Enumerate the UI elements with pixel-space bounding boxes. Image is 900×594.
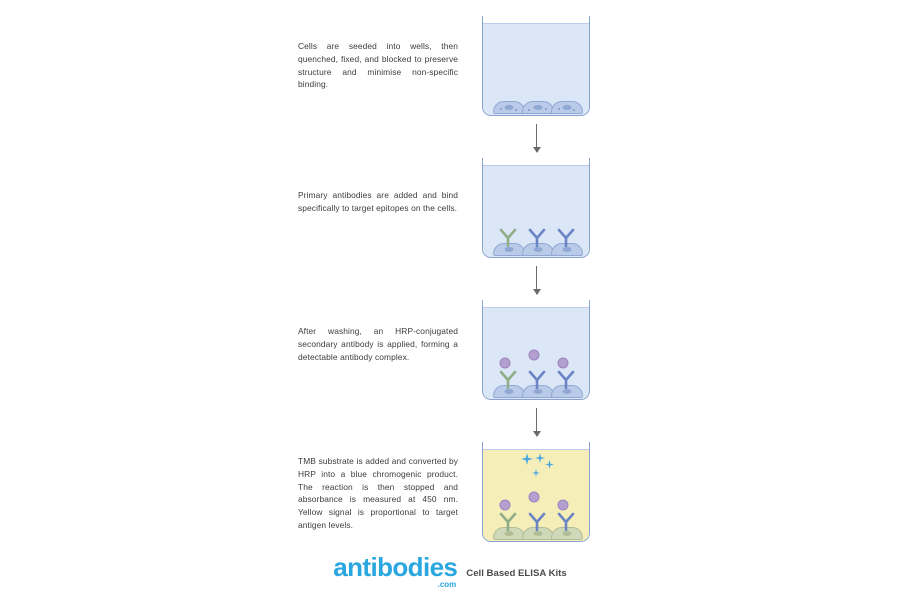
step-4-description: TMB substrate is added and converted by HRP into a blue chromogenic product. The reaction is then stopped and absorbance is measured at 450 nm. Yellow signal is proportional to target antigen levels. (298, 456, 458, 530)
step-1-description: Cells are seeded into wells, then quenched, fixed, and blocked to preserve structure and minimise non-specific binding. (298, 41, 458, 90)
secondary-antibody-hrp (528, 491, 540, 503)
cell (493, 101, 525, 114)
step-3-well (482, 300, 590, 400)
step-1-well (482, 16, 590, 116)
cell (522, 101, 554, 114)
cell-dot (515, 109, 517, 111)
cell-dot (558, 108, 560, 110)
primary-antibody (526, 511, 548, 531)
cell-nucleus (505, 531, 514, 536)
well-rim (483, 442, 589, 450)
brand-name: antibodies (333, 552, 458, 582)
primary-antibody (497, 369, 519, 389)
brand-suffix: .com (437, 580, 457, 589)
cell-nucleus (505, 247, 514, 252)
cell-dot (573, 109, 575, 111)
primary-antibody (555, 511, 577, 531)
flow-arrow-3 (536, 408, 537, 436)
cell-nucleus (534, 247, 543, 252)
tmb-sparkle-icon (545, 456, 554, 474)
step-4-well (482, 442, 590, 542)
tmb-sparkle-icon (532, 464, 540, 482)
cell (551, 101, 583, 114)
primary-antibody (526, 227, 548, 247)
step-3-description: After washing, an HRP-conjugated secondary antibody is applied, forming a detectable antibody complex. (298, 326, 458, 362)
cell-nucleus (563, 389, 572, 394)
secondary-antibody-hrp (557, 499, 569, 511)
cell-nucleus (534, 531, 543, 536)
well-rim (483, 16, 589, 24)
step-2-description: Primary antibodies are added and bind specifically to target epitopes on the cells. (298, 190, 458, 213)
cell-nucleus (505, 389, 514, 394)
secondary-antibody-hrp (557, 357, 569, 369)
secondary-antibody-hrp (528, 349, 540, 361)
cell-nucleus (534, 105, 543, 110)
cell-dot (528, 109, 530, 111)
primary-antibody (555, 369, 577, 389)
footer (0, 552, 900, 589)
cell-dot (500, 108, 502, 110)
cell-nucleus (505, 105, 514, 110)
brand-logo (333, 552, 458, 589)
step-2-well (482, 158, 590, 258)
primary-antibody (526, 369, 548, 389)
cell-dot (545, 108, 547, 110)
cell-nucleus (534, 389, 543, 394)
cell-nucleus (563, 247, 572, 252)
primary-antibody (555, 227, 577, 247)
primary-antibody (497, 511, 519, 531)
primary-antibody (497, 227, 519, 247)
secondary-antibody-hrp (499, 499, 511, 511)
well-rim (483, 300, 589, 308)
flow-arrow-2 (536, 266, 537, 294)
flow-arrow-1 (536, 124, 537, 152)
well-rim (483, 158, 589, 166)
cell-nucleus (563, 531, 572, 536)
secondary-antibody-hrp (499, 357, 511, 369)
footer-caption: Cell Based ELISA Kits (466, 568, 567, 579)
cell-nucleus (563, 105, 572, 110)
